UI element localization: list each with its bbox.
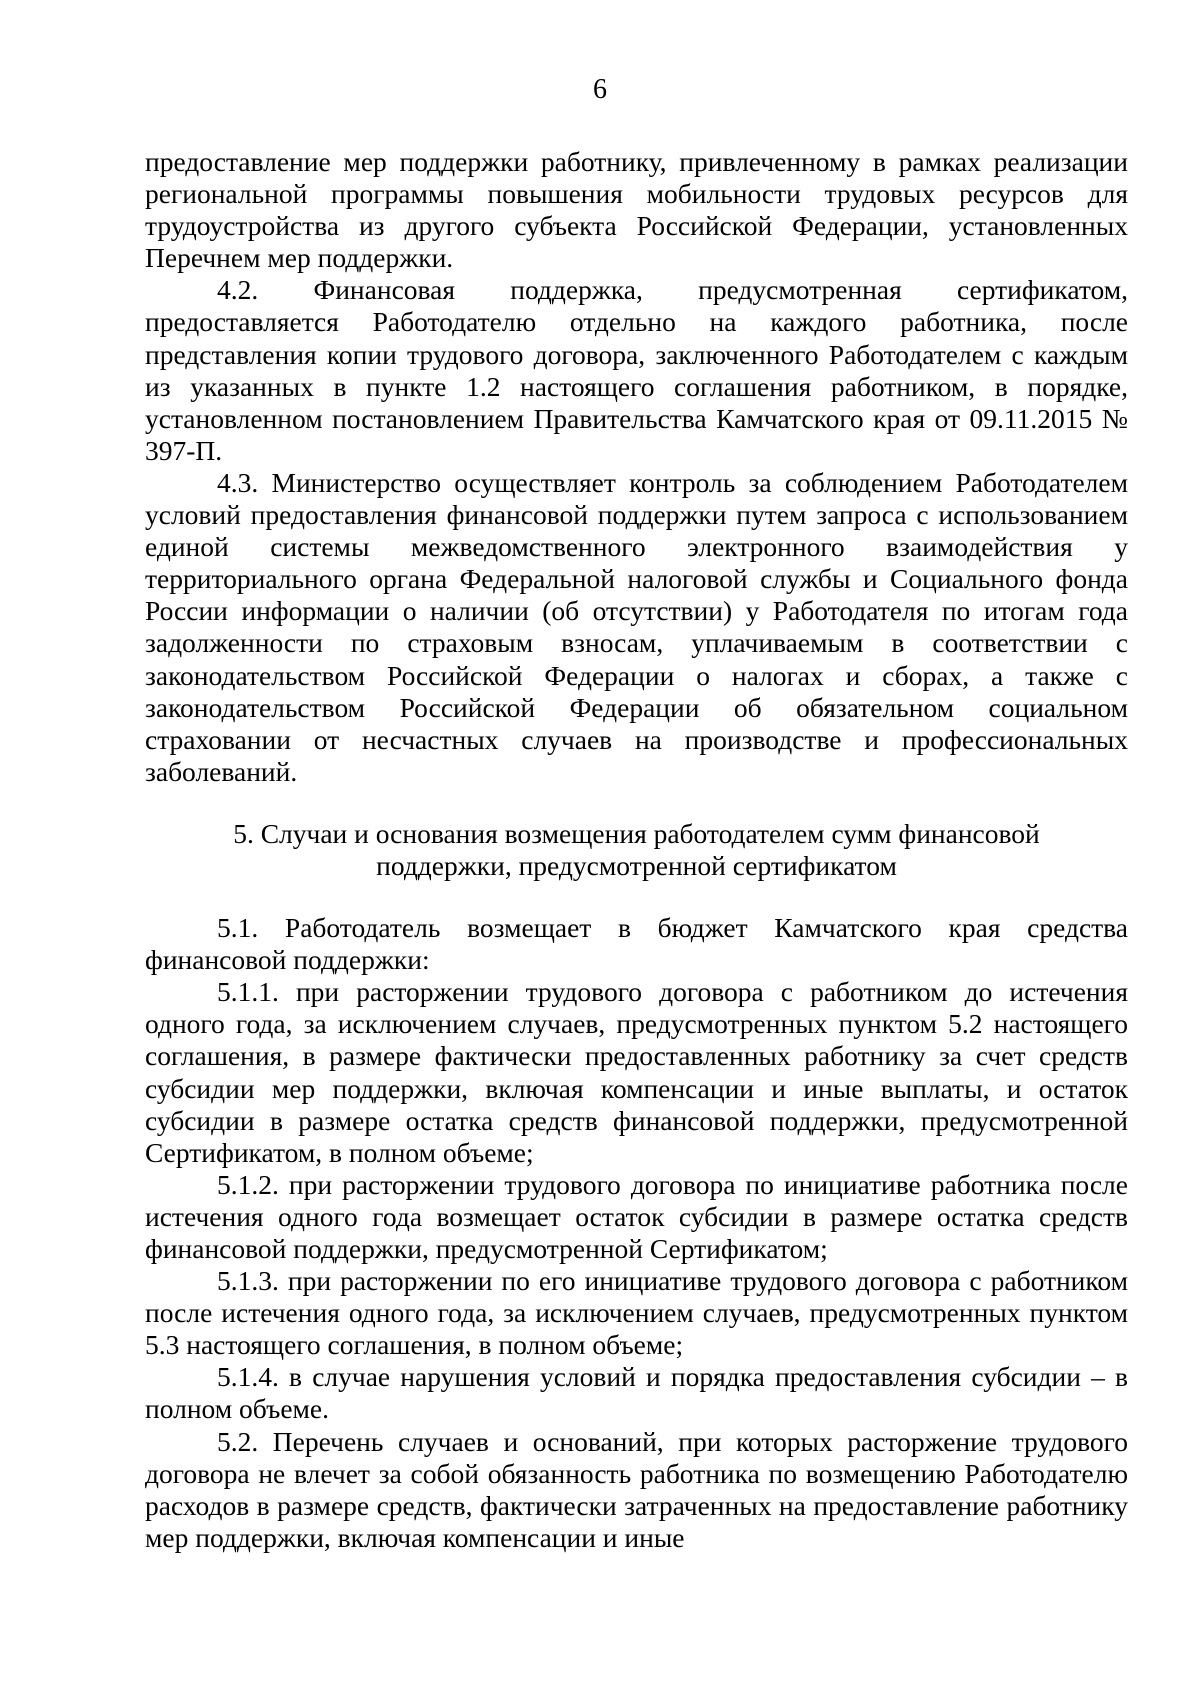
paragraph-5-1-2: 5.1.2. при расторжении трудового договора по инициативе работника после истечения одного года возмещает остаток субсидии в размере остатка средств финансовой поддержки, предусмотренной Сертификатом;	[145, 1168, 1128, 1264]
paragraph-5-1-1: 5.1.1. при расторжении трудового договора с работником до истечения одного года, за исключением случаев, предусмотренных пунктом 5.2 настоящего соглашения, в размере фактически предоставленных работнику за счет средств субсидии мер поддержки, включая компенсации и иные выплаты, и остаток субсидии в размере остатка средств финансовой поддержки, предусмотренной Сертификатом, в полном объеме;	[145, 976, 1128, 1168]
paragraph-continuation: предоставление мер поддержки работнику, привлеченному в рамках реализации региональной программы повышения мобильности трудовых ресурсов для трудоустройства из другого субъекта Российской Федерации, установленных Перечнем мер поддержки.	[145, 146, 1128, 274]
paragraph-5-1: 5.1. Работодатель возмещает в бюджет Камчатского края средства финансовой поддержки:	[145, 912, 1128, 976]
paragraph-5-1-4: 5.1.4. в случае нарушения условий и порядка предоставления субсидии – в полном объеме.	[145, 1361, 1128, 1425]
paragraph-4-3: 4.3. Министерство осуществляет контроль за соблюдением Работодателем условий предоставления финансовой поддержки путем запроса с использованием единой системы межведомственного электронного взаимодействия у территориального органа Федеральной налоговой службы и Социального фонда России информации о наличии (об отсутствии) у Работодателя по итогам года задолженности по страховым взносам, уплачиваемым в соответствии с законодательством Российской Федерации о налогах и сборах, а также с законодательством Российской Федерации об обязательном социальном страховании от несчастных случаев на производстве и профессиональных заболеваний.	[145, 466, 1128, 787]
paragraph-5-1-3: 5.1.3. при расторжении по его инициативе трудового договора с работником после истечения одного года, за исключением случаев, предусмотренных пунктом 5.3 настоящего соглашения, в полном объеме;	[145, 1265, 1128, 1361]
section-5-heading-line-2: поддержки, предусмотренной сертификатом	[376, 849, 897, 881]
document-body	[145, 146, 1128, 1554]
section-5-heading-line-1: 5. Случаи и основания возмещения работодателем сумм финансовой	[233, 817, 1040, 849]
page-number: 6	[593, 74, 607, 105]
section-5-heading	[145, 818, 1128, 882]
paragraph-4-2: 4.2. Финансовая поддержка, предусмотренная сертификатом, предоставляется Работодателю отдельно на каждого работника, после представления копии трудового договора, заключенного Работодателем с каждым из указанных в пункте 1.2 настоящего соглашения работником, в порядке, установленном постановлением Правительства Камчатского края от 09.11.2015 № 397-П.	[145, 274, 1128, 466]
paragraph-5-2: 5.2. Перечень случаев и оснований, при которых расторжение трудового договора не влечет за собой обязанность работника по возмещению Работодателю расходов в размере средств, фактически затраченных на предоставление работнику мер поддержки, включая компенсации и иные	[145, 1425, 1128, 1553]
